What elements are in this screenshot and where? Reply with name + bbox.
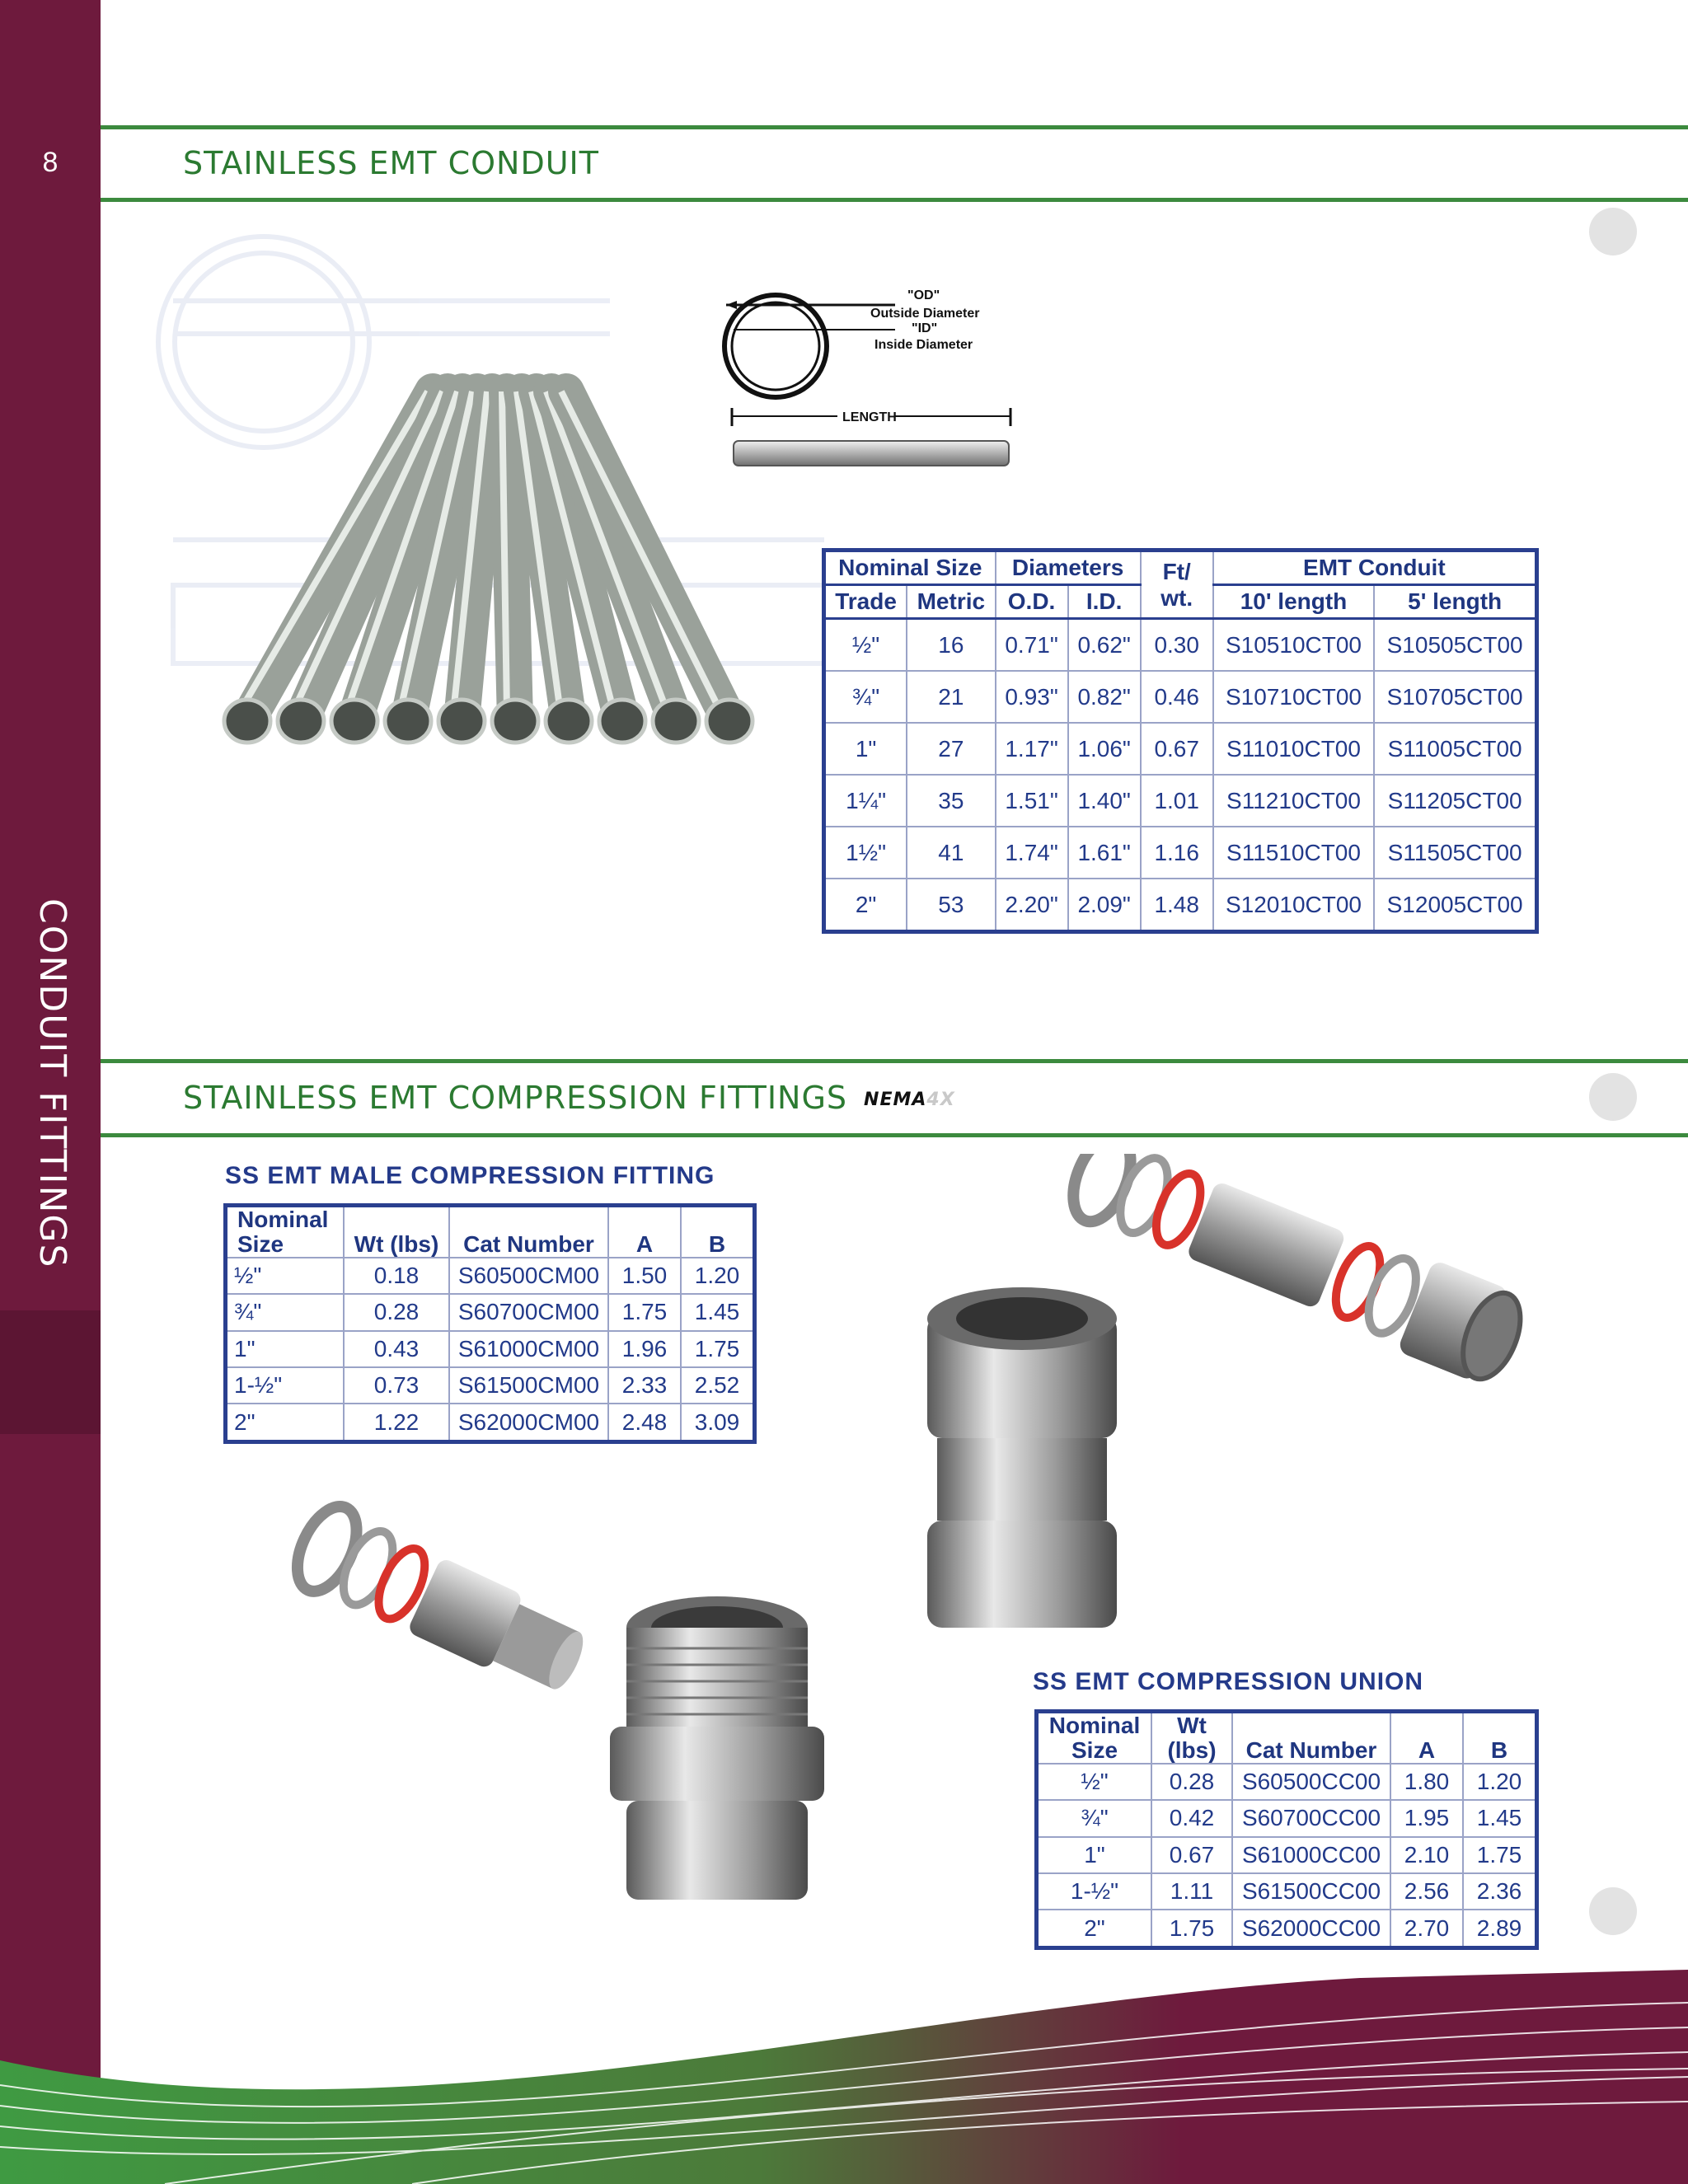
section-title-fittings-text: STAINLESS EMT COMPRESSION FITTINGS — [183, 1080, 848, 1116]
cell-weight: 0.28 — [1151, 1764, 1232, 1800]
cell-nominal-size: 1" — [1037, 1837, 1152, 1873]
col-nominal-size: Nominal Size — [1037, 1712, 1152, 1765]
table-row — [824, 619, 1537, 672]
cell-trade: ¾" — [824, 671, 907, 723]
cell-weight: 0.18 — [344, 1258, 449, 1294]
col-weight: Wt (lbs) — [1151, 1712, 1232, 1765]
nema-4x-badge: NEMA4X — [864, 1090, 955, 1110]
conduit-end — [599, 700, 645, 743]
decorative-dot — [1589, 1073, 1637, 1121]
table-row — [226, 1258, 755, 1294]
cell-id: 0.82" — [1068, 671, 1141, 723]
header-rule-bottom — [101, 198, 1688, 202]
cell-cat-number: S60700CC00 — [1232, 1800, 1390, 1836]
cell-weight: 1.22 — [344, 1404, 449, 1441]
cell-cat-number: S60700CM00 — [449, 1294, 608, 1330]
table-row — [1037, 1800, 1537, 1836]
col-ft-wt: Ft/ wt. — [1141, 551, 1213, 619]
col-od: O.D. — [996, 585, 1068, 619]
conduit-end — [278, 700, 324, 743]
emt-conduit-table — [822, 548, 1539, 934]
cell-nominal-size: 1" — [226, 1331, 345, 1367]
cell-id: 1.06" — [1068, 723, 1141, 775]
cell-cat-number: S60500CM00 — [449, 1258, 608, 1294]
col-a: A — [608, 1206, 681, 1258]
col-group-emt-conduit: EMT Conduit — [1213, 551, 1537, 585]
header-rule-top-2 — [101, 1059, 1688, 1063]
cell-10ft-cat: S11010CT00 — [1213, 723, 1375, 775]
cell-weight: 0.43 — [344, 1331, 449, 1367]
cell-od: 1.51" — [996, 775, 1068, 827]
col-b: B — [1463, 1712, 1537, 1765]
cell-b: 1.75 — [681, 1331, 755, 1367]
cell-a: 1.75 — [608, 1294, 681, 1330]
cell-a: 1.95 — [1390, 1800, 1463, 1836]
cell-5ft-cat: S11505CT00 — [1374, 827, 1536, 879]
cell-a: 2.48 — [608, 1404, 681, 1441]
col-trade: Trade — [824, 585, 907, 619]
cell-10ft-cat: S11510CT00 — [1213, 827, 1375, 879]
cell-cat-number: S61500CC00 — [1232, 1873, 1390, 1910]
cell-id: 2.09" — [1068, 879, 1141, 932]
cell-5ft-cat: S11005CT00 — [1374, 723, 1536, 775]
od-label: "OD" — [907, 288, 940, 302]
cell-a: 1.50 — [608, 1258, 681, 1294]
cell-cat-number: S61500CM00 — [449, 1367, 608, 1404]
conduit-end — [492, 700, 538, 743]
table-row — [226, 1367, 755, 1404]
cell-a: 2.70 — [1390, 1910, 1463, 1947]
cell-od: 1.74" — [996, 827, 1068, 879]
cell-10ft-cat: S12010CT00 — [1213, 879, 1375, 932]
cell-id: 0.62" — [1068, 619, 1141, 672]
cell-10ft-cat: S10510CT00 — [1213, 619, 1375, 672]
col-5ft: 5' length — [1374, 585, 1536, 619]
cell-5ft-cat: S10705CT00 — [1374, 671, 1536, 723]
cell-b: 1.75 — [1463, 1837, 1537, 1873]
conduit-end — [653, 700, 699, 743]
col-id: I.D. — [1068, 585, 1141, 619]
cell-5ft-cat: S12005CT00 — [1374, 879, 1536, 932]
exploded-male-fitting-photo — [272, 1492, 585, 1755]
cell-cat-number: S61000CC00 — [1232, 1837, 1390, 1873]
od-desc: Outside Diameter — [870, 307, 980, 321]
cell-id: 1.61" — [1068, 827, 1141, 879]
cell-ft-wt: 0.46 — [1141, 671, 1213, 723]
cell-metric: 53 — [907, 879, 995, 932]
cell-od: 2.20" — [996, 879, 1068, 932]
col-group-diameters: Diameters — [996, 551, 1141, 585]
cell-a: 1.96 — [608, 1331, 681, 1367]
table-row — [1037, 1873, 1537, 1910]
male-fitting-title: SS EMT MALE COMPRESSION FITTING — [225, 1162, 715, 1189]
cell-ft-wt: 0.67 — [1141, 723, 1213, 775]
cell-b: 1.45 — [1463, 1800, 1537, 1836]
cell-ft-wt: 0.30 — [1141, 619, 1213, 672]
cell-5ft-cat: S10505CT00 — [1374, 619, 1536, 672]
cell-weight: 0.28 — [344, 1294, 449, 1330]
conduit-end — [706, 700, 753, 743]
cell-trade: 1" — [824, 723, 907, 775]
male-compression-fitting-photo — [606, 1591, 828, 1920]
table-row — [824, 775, 1537, 827]
col-group-nominal-size: Nominal Size — [824, 551, 996, 585]
cell-trade: ½" — [824, 619, 907, 672]
male-fitting-table — [223, 1203, 757, 1444]
cell-b: 1.45 — [681, 1294, 755, 1330]
cell-b: 1.20 — [681, 1258, 755, 1294]
cell-metric: 35 — [907, 775, 995, 827]
decorative-dot — [1589, 1887, 1637, 1935]
cell-nominal-size: ½" — [1037, 1764, 1152, 1800]
id-label: "ID" — [912, 321, 938, 335]
cell-weight: 1.11 — [1151, 1873, 1232, 1910]
col-nominal-size: Nominal Size — [226, 1206, 345, 1258]
col-weight: Wt (lbs) — [344, 1206, 449, 1258]
section-title-conduit: STAINLESS EMT CONDUIT — [183, 145, 599, 181]
table-row — [824, 723, 1537, 775]
cell-10ft-cat: S10710CT00 — [1213, 671, 1375, 723]
conduit-end — [546, 700, 592, 743]
cell-weight: 0.42 — [1151, 1800, 1232, 1836]
cell-ft-wt: 1.48 — [1141, 879, 1213, 932]
col-a: A — [1390, 1712, 1463, 1765]
header-rule-bottom-2 — [101, 1133, 1688, 1137]
conduit-end — [385, 700, 431, 743]
cell-nominal-size: ¾" — [226, 1294, 345, 1330]
table-row — [824, 827, 1537, 879]
col-b: B — [681, 1206, 755, 1258]
cell-b: 2.89 — [1463, 1910, 1537, 1947]
length-label: LENGTH — [842, 410, 897, 424]
table-row — [1037, 1764, 1537, 1800]
cell-id: 1.40" — [1068, 775, 1141, 827]
table-row — [226, 1294, 755, 1330]
cell-nominal-size: 1-½" — [1037, 1873, 1152, 1910]
cell-a: 2.33 — [608, 1367, 681, 1404]
cell-od: 1.17" — [996, 723, 1068, 775]
col-cat-number: Cat Number — [1232, 1712, 1390, 1765]
table-row — [226, 1331, 755, 1367]
page-number: 8 — [42, 147, 59, 178]
cell-ft-wt: 1.01 — [1141, 775, 1213, 827]
cell-ft-wt: 1.16 — [1141, 827, 1213, 879]
cell-metric: 27 — [907, 723, 995, 775]
table-row — [226, 1404, 755, 1441]
cell-cat-number: S60500CC00 — [1232, 1764, 1390, 1800]
bottom-swoosh-decoration — [0, 1970, 1688, 2184]
cell-nominal-size: 2" — [1037, 1910, 1152, 1947]
cell-metric: 41 — [907, 827, 995, 879]
cell-b: 1.20 — [1463, 1764, 1537, 1800]
decorative-dot — [1589, 208, 1637, 255]
conduit-end — [438, 700, 485, 743]
cell-trade: 1¼" — [824, 775, 907, 827]
cell-nominal-size: 1-½" — [226, 1367, 345, 1404]
cell-trade: 2" — [824, 879, 907, 932]
cell-metric: 16 — [907, 619, 995, 672]
conduit-end — [224, 700, 270, 743]
cell-nominal-size: 2" — [226, 1404, 345, 1441]
cell-metric: 21 — [907, 671, 995, 723]
cell-b: 3.09 — [681, 1404, 755, 1441]
table-row — [824, 671, 1537, 723]
cell-5ft-cat: S11205CT00 — [1374, 775, 1536, 827]
table-row — [1037, 1837, 1537, 1873]
cell-b: 2.36 — [1463, 1873, 1537, 1910]
cell-a: 2.10 — [1390, 1837, 1463, 1873]
cell-trade: 1½" — [824, 827, 907, 879]
table-row — [1037, 1910, 1537, 1947]
cell-10ft-cat: S11210CT00 — [1213, 775, 1375, 827]
col-cat-number: Cat Number — [449, 1206, 608, 1258]
cell-b: 2.52 — [681, 1367, 755, 1404]
header-rule-top — [101, 125, 1688, 129]
cell-weight: 1.75 — [1151, 1910, 1232, 1947]
cell-nominal-size: ¾" — [1037, 1800, 1152, 1836]
cell-a: 2.56 — [1390, 1873, 1463, 1910]
sidebar-accent — [0, 1310, 101, 1434]
cell-cat-number: S61000CM00 — [449, 1331, 608, 1367]
col-metric: Metric — [907, 585, 995, 619]
cell-weight: 0.67 — [1151, 1837, 1232, 1873]
cell-a: 1.80 — [1390, 1764, 1463, 1800]
col-10ft: 10' length — [1213, 585, 1375, 619]
section-title-fittings — [183, 1080, 955, 1116]
cell-nominal-size: ½" — [226, 1258, 345, 1294]
table-row — [824, 879, 1537, 932]
compression-union-photo — [919, 1282, 1125, 1644]
cell-od: 0.71" — [996, 619, 1068, 672]
compression-union-table — [1034, 1709, 1539, 1950]
id-desc: Inside Diameter — [874, 338, 973, 352]
cell-cat-number: S62000CC00 — [1232, 1910, 1390, 1947]
side-section-label: CONDUIT FITTINGS — [31, 898, 73, 1269]
cell-od: 0.93" — [996, 671, 1068, 723]
conduit-end — [331, 700, 377, 743]
union-title: SS EMT COMPRESSION UNION — [1033, 1668, 1424, 1695]
dimension-diagram — [722, 284, 1019, 478]
cell-weight: 0.73 — [344, 1367, 449, 1404]
cell-cat-number: S62000CM00 — [449, 1404, 608, 1441]
